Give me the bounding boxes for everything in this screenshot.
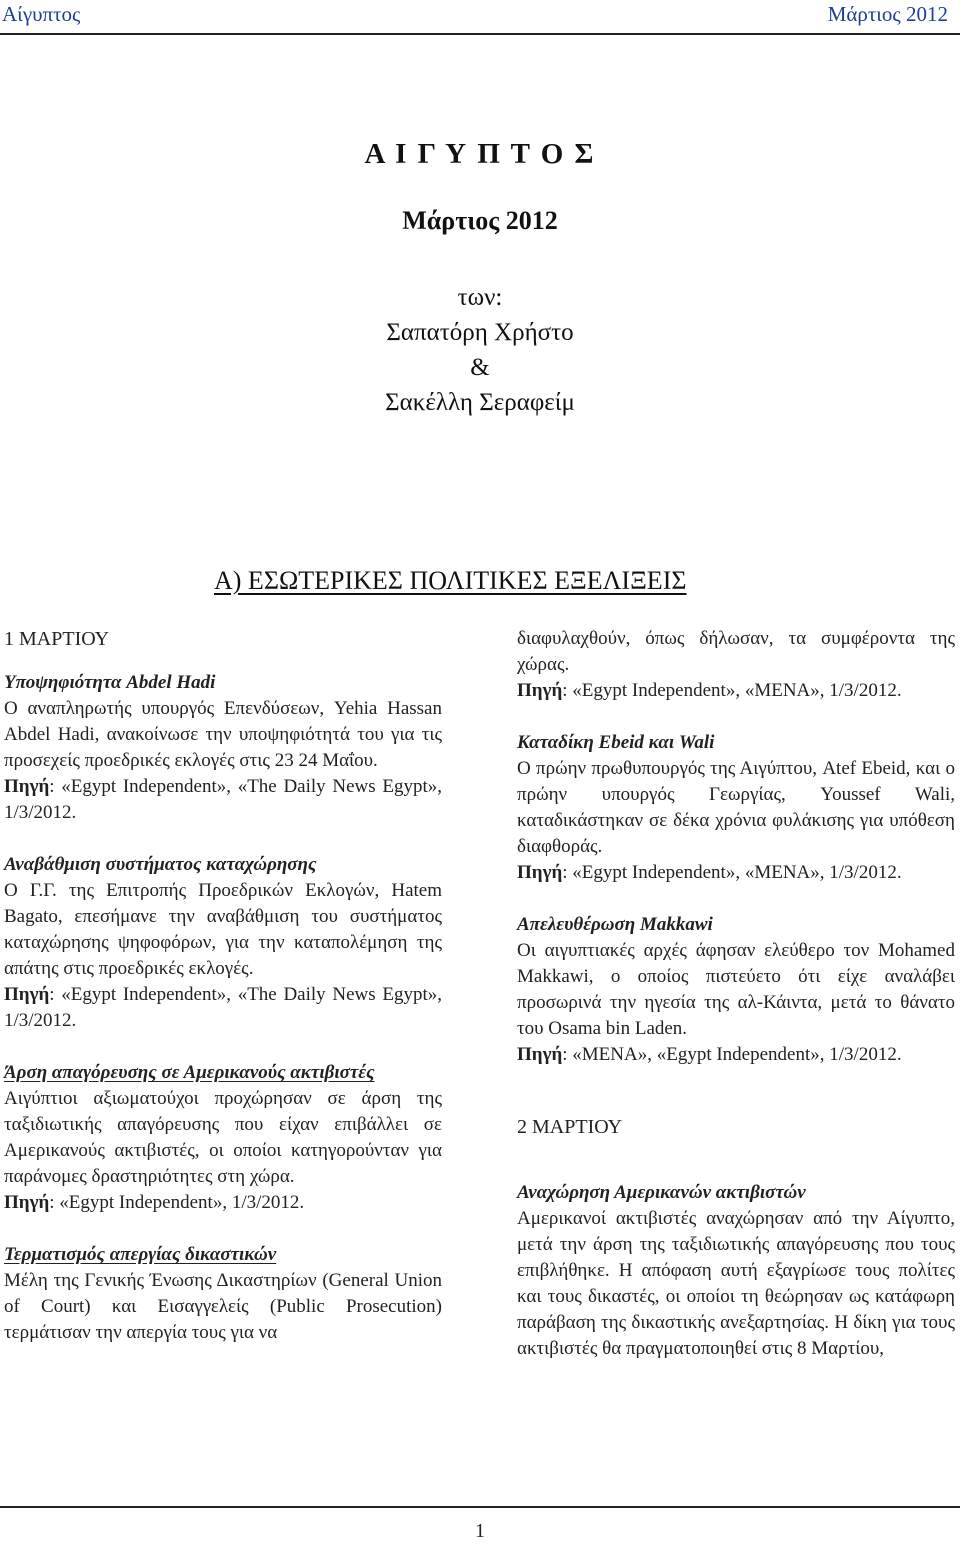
news-item [4, 670, 442, 826]
right-column [517, 626, 955, 1362]
news-item-source [4, 774, 442, 826]
news-item-body: Ο αναπληρωτής υπουργός Επενδύσεων, Yehia Hassan Abdel Hadi, ανακοίνωσε την υποψηφιότητά του για τις προσεχείς προεδρικές εκλογές στις 23 24 Μαΐου. [4, 698, 442, 771]
authors-ampersand: & [470, 354, 490, 381]
source-label: Πηγή [517, 680, 563, 701]
author-name: Σακέλλη Σεραφείμ [385, 389, 575, 416]
news-item-title: Καταδίκη Ebeid και Wali [517, 732, 715, 753]
news-item-title: Υποψηφιότητα Abdel Hadi [4, 672, 216, 693]
news-item [4, 1242, 442, 1346]
author-name: Σαπατόρη Χρήστο [386, 319, 574, 346]
news-item-body: Αιγύπτιοι αξιωματούχοι προχώρησαν σε άρση της ταξιδιωτικής απαγόρευσης που είχαν επιβάλλει σε Αμερικανούς ακτιβιστές, οι οποίοι κατηγορούνταν για παράνομες δραστηριότητες στη χώρα. [4, 1088, 442, 1187]
news-item-body: Οι αιγυπτιακές αρχές άφησαν ελεύθερο τον Mohamed Makkawi, ο οποίος πιστεύετο ότι είχε αναλάβει προσωρινά την ηγεσία της αλ-Κάιντα, μετά το θάνατο του Osama bin Laden. [517, 940, 955, 1039]
news-item [517, 912, 955, 1068]
source-label: Πηγή [517, 1044, 563, 1065]
news-item [517, 1180, 955, 1362]
news-item-body: Ο πρώην πρωθυπουργός της Αιγύπτου, Atef Ebeid, και ο πρώην υπουργός Γεωργίας, Youssef Wali, καταδικάστηκαν σε δέκα χρόνια φυλάκισης για υπόθεση διαφθοράς. [517, 758, 955, 857]
news-item [4, 852, 442, 1034]
news-item-source [4, 982, 442, 1034]
news-item-title: Άρση απαγόρευσης σε Αμερικανούς ακτιβιστές [4, 1062, 375, 1083]
authors-label: των: [457, 284, 503, 311]
left-column [4, 626, 442, 1346]
source-text: : «Egypt Independent», «MENA», 1/3/2012. [562, 862, 902, 883]
news-item [517, 730, 955, 886]
news-item-source [517, 678, 955, 704]
news-item-source [517, 860, 955, 886]
news-item-continuation [517, 626, 955, 704]
news-item-body: διαφυλαχθούν, όπως δήλωσαν, τα συμφέροντα της χώρας. [517, 628, 955, 675]
document-title: Α Ι Γ Υ Π Τ Ο Σ [364, 138, 596, 170]
day-heading: 1 ΜΑΡΤΙΟΥ [4, 628, 110, 650]
source-text: : «MENA», «Egypt Independent», 1/3/2012. [562, 1044, 902, 1065]
news-item-body: Μέλη της Γενικής Ένωσης Δικαστηρίων (General Union of Court) και Εισαγγελείς (Public Prosecution) τερμάτισαν την απεργία τους για να [4, 1270, 442, 1343]
document-date: Μάρτιος 2012 [402, 206, 558, 235]
news-item-title: Τερματισμός απεργίας δικαστικών [4, 1244, 277, 1265]
source-label: Πηγή [517, 862, 563, 883]
news-item [4, 1060, 442, 1216]
source-text: : «Egypt Independent», «The Daily News Egypt», 1/3/2012. [4, 776, 442, 823]
section-heading: Α) ΕΣΩΤΕΡΙΚΕΣ ΠΟΛΙΤΙΚΕΣ ΕΞΕΛΙΞΕΙΣ [214, 566, 687, 595]
source-label: Πηγή [4, 984, 50, 1005]
news-item-source [517, 1042, 955, 1068]
header-rule [0, 33, 960, 35]
running-header-right: Μάρτιος 2012 [827, 2, 948, 26]
source-text: : «Egypt Independent», 1/3/2012. [49, 1192, 305, 1213]
source-label: Πηγή [4, 1192, 50, 1213]
news-item-source [4, 1190, 442, 1216]
authors-block [0, 280, 960, 420]
source-label: Πηγή [4, 776, 50, 797]
running-header-left: Αίγυπτος [2, 2, 81, 26]
day-heading: 2 ΜΑΡΤΙΟΥ [517, 1116, 623, 1138]
news-item-title: Αναβάθμιση συστήματος καταχώρησης [4, 854, 317, 875]
news-item-body: Ο Γ.Γ. της Επιτροπής Προεδρικών Εκλογών, Hatem Bagato, επεσήμανε την αναβάθμιση του συστήματος καταχώρησης ψηφοφόρων, για την καταπολέμηση της απάτης στις προεδρικές εκλογές. [4, 880, 442, 979]
source-text: : «Egypt Independent», «The Daily News Egypt», 1/3/2012. [4, 984, 442, 1031]
news-item-body: Αμερικανοί ακτιβιστές αναχώρησαν από την Αίγυπτο, μετά την άρση της ταξιδιωτικής απαγόρευσης που τους επιβλήθηκε. Η απόφαση αυτή εξαγρίωσε τους πολίτες και τους δικαστές, οι οποίοι τη θεώρησαν ως κατάφωρη παράβαση της δικαστικής ανεξαρτησίας. Η δίκη για τους ακτιβιστές θα πραγματοποιηθεί στις 8 Μαρτίου, [517, 1208, 955, 1359]
source-text: : «Egypt Independent», «MENA», 1/3/2012. [562, 680, 902, 701]
page-number: 1 [475, 1520, 485, 1542]
footer-rule [0, 1506, 960, 1508]
news-item-title: Αναχώρηση Αμερικανών ακτιβιστών [517, 1182, 806, 1203]
news-item-title: Απελευθέρωση Makkawi [517, 914, 713, 935]
